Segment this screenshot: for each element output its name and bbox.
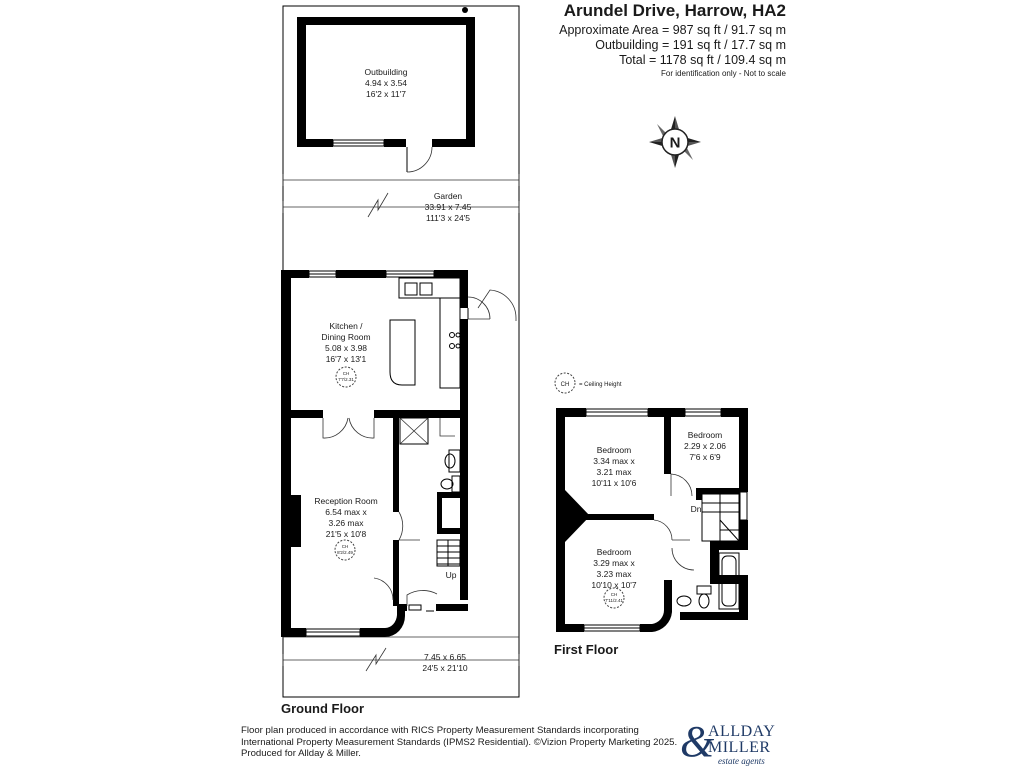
kitchen-metric: 5.08 x 3.98 xyxy=(324,343,368,353)
disclaimer-line-1: Floor plan produced in accordance with RICS Property Measurement Standards incorporating xyxy=(241,725,639,736)
logo-ampersand: & xyxy=(680,717,715,766)
disclaimer-line-3: Produced for Allday & Miller. xyxy=(241,748,361,759)
north-compass-icon xyxy=(649,116,701,168)
reception-name: Reception Room xyxy=(314,496,378,506)
kitchen-name-1: Kitchen / xyxy=(329,321,363,331)
front-imperial: 24'5 x 21'10 xyxy=(422,663,468,673)
total-area: Total = 1178 sq ft / 109.4 sq m xyxy=(619,53,786,67)
front-metric: 7.45 x 6.65 xyxy=(423,652,467,662)
bedroom3-metric-2: 3.23 max xyxy=(596,569,632,579)
property-title: Arundel Drive, Harrow, HA2 xyxy=(563,1,786,20)
logo-miller: MILLER xyxy=(708,739,771,756)
garden-plot xyxy=(283,6,519,697)
legend-text: = Ceiling Height xyxy=(579,382,622,388)
ceiling-height-legend xyxy=(555,373,622,393)
stairs-up-label: Up xyxy=(445,570,457,580)
reception-metric-1: 6.54 max x xyxy=(325,507,367,517)
bedroom1-metric-1: 3.34 max x xyxy=(593,456,635,466)
bedroom1-metric-2: 3.21 max xyxy=(596,467,632,477)
outbuilding-imperial: 16'2 x 11'7 xyxy=(366,89,406,99)
garden-name: Garden xyxy=(433,191,463,201)
reception-metric-2: 3.26 max xyxy=(328,518,364,528)
kitchen-name-2: Dining Room xyxy=(321,332,371,342)
reception-ch-value: 8'2/2.49 xyxy=(337,550,353,555)
outbuilding-name: Outbuilding xyxy=(364,67,408,77)
ground-floor-label: Ground Floor xyxy=(281,701,365,716)
kitchen-ch-label: CH xyxy=(342,371,350,376)
approximate-area: Approximate Area = 987 sq ft / 91.7 sq m xyxy=(559,23,786,37)
reception-imperial: 21'5 x 10'8 xyxy=(325,529,367,539)
outbuilding-area: Outbuilding = 191 sq ft / 17.7 sq m xyxy=(595,38,786,52)
kitchen-imperial: 16'7 x 13'1 xyxy=(325,354,367,364)
bedroom3-ch-value: 7'11/2.41 xyxy=(604,598,624,603)
bedroom1-name: Bedroom xyxy=(596,445,632,455)
bedroom3-ch-label: CH xyxy=(610,592,618,597)
bedroom3-name: Bedroom xyxy=(596,547,632,557)
reception-ch-label: CH xyxy=(341,544,349,549)
outbuilding-metric: 4.94 x 3.54 xyxy=(364,78,408,88)
bedroom1-imperial: 10'11 x 10'6 xyxy=(591,478,637,488)
garden-metric: 33.91 x 7.45 xyxy=(424,202,472,212)
disclaimer-line-2: International Property Measurement Standards (IPMS2 Residential). ©Vizion Property Marketing 2025. xyxy=(241,736,678,748)
bedroom3-metric-1: 3.29 max x xyxy=(593,558,635,568)
bedroom2-name: Bedroom xyxy=(687,430,723,440)
compass-letter: N xyxy=(669,134,681,152)
logo-tagline: estate agents xyxy=(718,756,765,766)
first-floor-label: First Floor xyxy=(554,642,619,657)
bedroom3-imperial: 10'10 x 10'7 xyxy=(591,580,637,590)
garden-imperial: 111'3 x 24'5 xyxy=(425,213,471,223)
scale-note: For identification only - Not to scale xyxy=(661,69,786,78)
stairs-down-label: Dn xyxy=(690,504,702,514)
bedroom2-metric: 2.29 x 2.06 xyxy=(683,441,727,451)
logo-allday: ALLDAY xyxy=(708,723,776,740)
disclaimer xyxy=(241,725,677,760)
legend-symbol: CH xyxy=(560,382,570,388)
kitchen-ch-value: 7'7/2.31 xyxy=(338,377,354,382)
allday-miller-logo xyxy=(680,717,800,766)
bedroom2-imperial: 7'6 x 6'9 xyxy=(689,452,721,462)
